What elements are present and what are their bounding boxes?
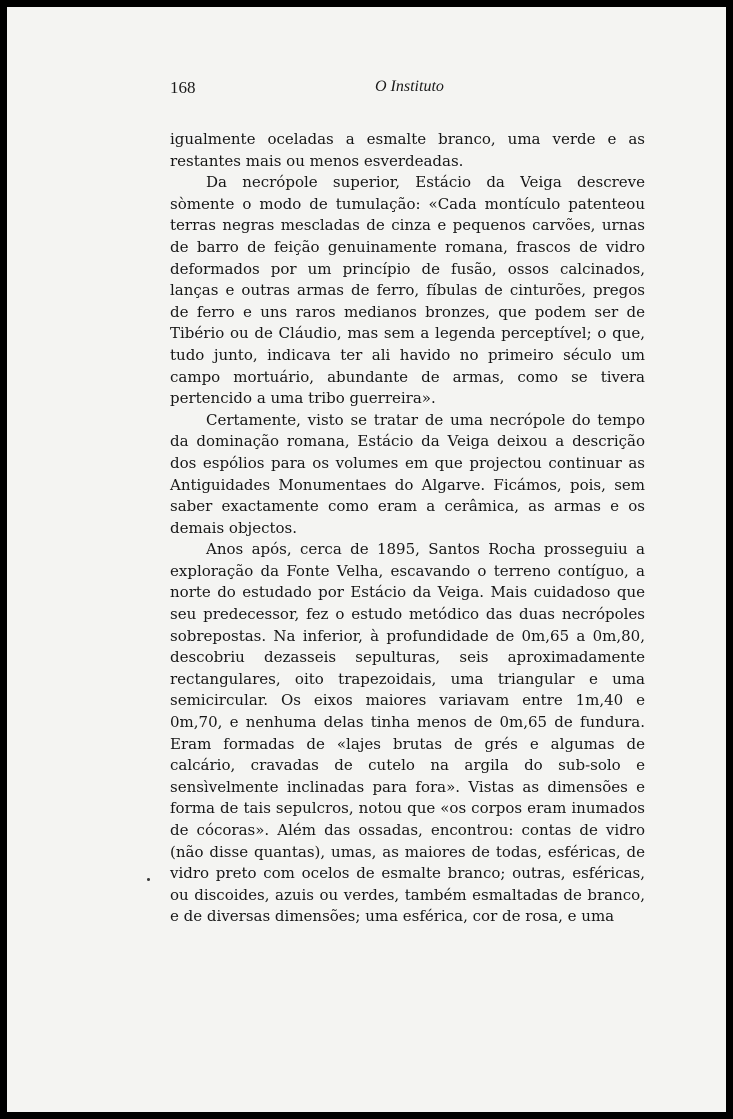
paragraph-continuation: igualmente oceladas a esmalte branco, uma verde e as restantes mais ou menos esverdeadas. [170,130,645,170]
paragraph-upper-necropolis: Da necrópole superior, Estácio da Veiga descreve sòmente o modo de tumulação: «Cada montículo patenteou terras negras mescladas de cinza e pequenos carvões, urnas de barro de feição genuinamente romana, frascos de vidro deformados por um princípio de fusão, ossos calcinados, lanças e outras armas de ferro, fíbulas de cinturões, pregos de ferro e uns raros medianos bronzes, que podem ser de Tibério ou de Cláudio, mas sem a legenda perceptível; o que, tudo junto, indicava ter ali havido no primeiro século um campo mortuário, abundante de armas, como se tivera pertencido a uma tribo guerreira». [170,173,645,408]
print-speck [147,878,150,881]
book-page [7,7,726,1112]
running-title: O Instituto [375,78,444,95]
page-number: 168 [170,78,196,97]
paragraph-santos-rocha: Anos após, cerca de 1895, Santos Rocha prosseguiu a exploração da Fonte Velha, escavando o terreno contíguo, a norte do estudado por Estácio da Veiga. Mais cuidadoso que seu predecessor, fez o estudo metódico das duas necrópoles sobrepostas. Na inferior, à profundidade de 0m,65 a 0m,80, descobriu dezasseis sepulturas, seis aproximadamente rectangulares, oito trapezoidais, uma triangular e uma semicircular. Os eixos maiores variavam entre 1m,40 e 0m,70, e nenhuma delas tinha menos de 0m,65 de fundura. Eram formadas de «lajes brutas de grés e algumas de calcário, cravadas de cutelo na argila do sub-solo e sensìvelmente inclinadas para fora». Vistas as dimensões e forma de tais sepulcros, notou que «os corpos eram inumados de cócoras». Além das ossadas, encontrou: contas de vidro (não disse quantas), umas, as maiores de todas, esféricas, de vidro preto com ocelos de esmalte branco; outras, esféricas, ou discoides, azuis ou verdes, também esmaltadas de branco, e de diversas dimensões; uma esférica, cor de rosa, e uma [170,540,645,926]
body-text [170,129,645,928]
paragraph-roman-domination: Certamente, visto se tratar de uma necrópole do tempo da dominação romana, Estácio da Veiga deixou a descrição dos espólios para os volumes em que projectou continuar as Antiguidades Monumentaes do Algarve. Ficámos, pois, sem saber exactamente como eram a cerâmica, as armas e os demais objectos. [170,410,645,537]
